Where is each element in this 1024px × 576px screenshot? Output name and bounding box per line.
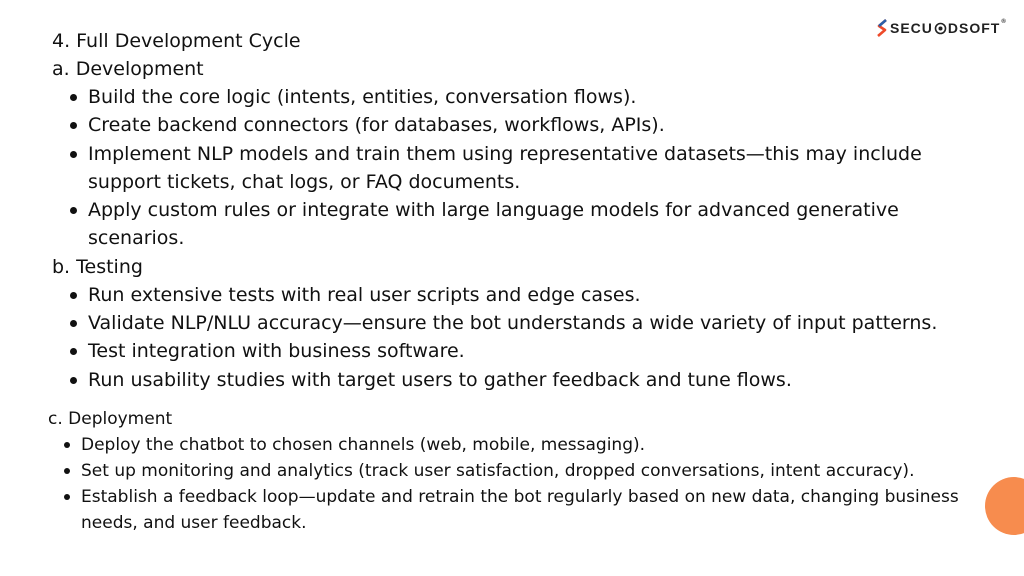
testing-heading: b. Testing	[52, 255, 143, 278]
bullet-icon	[70, 94, 77, 101]
bullet-icon	[70, 348, 77, 355]
bullet-icon	[64, 468, 70, 474]
bullet-icon	[64, 494, 70, 500]
list-item: Test integration with business software.	[52, 337, 982, 365]
bullet-icon	[64, 442, 70, 448]
brand-name-start: SECU	[890, 20, 933, 36]
list-item: Build the core logic (intents, entities, conversation flows).	[52, 83, 982, 111]
bullet-icon	[70, 207, 77, 214]
list-item: Set up monitoring and analytics (track user satisfaction, dropped conversations, intent accuracy).	[48, 458, 978, 484]
list-item: Apply custom rules or integrate with large language models for advanced generative scenarios.	[52, 196, 982, 253]
section-title: 4. Full Development Cycle	[52, 30, 301, 52]
list-item: Implement NLP models and train them using representative datasets—this may include support tickets, chat logs, or FAQ documents.	[52, 140, 982, 197]
bullet-icon	[70, 292, 77, 299]
list-item: Deploy the chatbot to chosen channels (web, mobile, messaging).	[48, 432, 978, 458]
list-item: Create backend connectors (for databases, workflows, APIs).	[52, 111, 982, 139]
decorative-circle	[985, 477, 1024, 535]
testing-list	[52, 281, 982, 394]
development-list	[52, 83, 982, 253]
brand-name-end: DSOFT	[947, 20, 1001, 36]
registered-mark: ®	[1001, 19, 1007, 25]
deployment-section	[48, 406, 978, 536]
list-item: Validate NLP/NLU accuracy—ensure the bot understands a wide variety of input patterns.	[52, 309, 982, 337]
list-item: Establish a feedback loop—update and retrain the bot regularly based on new data, changing business needs, and user feedback.	[48, 484, 978, 536]
deployment-heading: c. Deployment	[48, 409, 173, 429]
development-heading: a. Development	[52, 58, 204, 80]
deployment-list	[48, 432, 978, 536]
list-item: Run usability studies with target users to gather feedback and tune flows.	[52, 366, 982, 394]
list-item: Run extensive tests with real user scripts and edge cases.	[52, 281, 982, 309]
main-content	[52, 27, 982, 394]
bullet-icon	[70, 122, 77, 129]
bullet-icon	[70, 151, 77, 158]
bullet-icon	[70, 377, 77, 384]
bullet-icon	[70, 320, 77, 327]
